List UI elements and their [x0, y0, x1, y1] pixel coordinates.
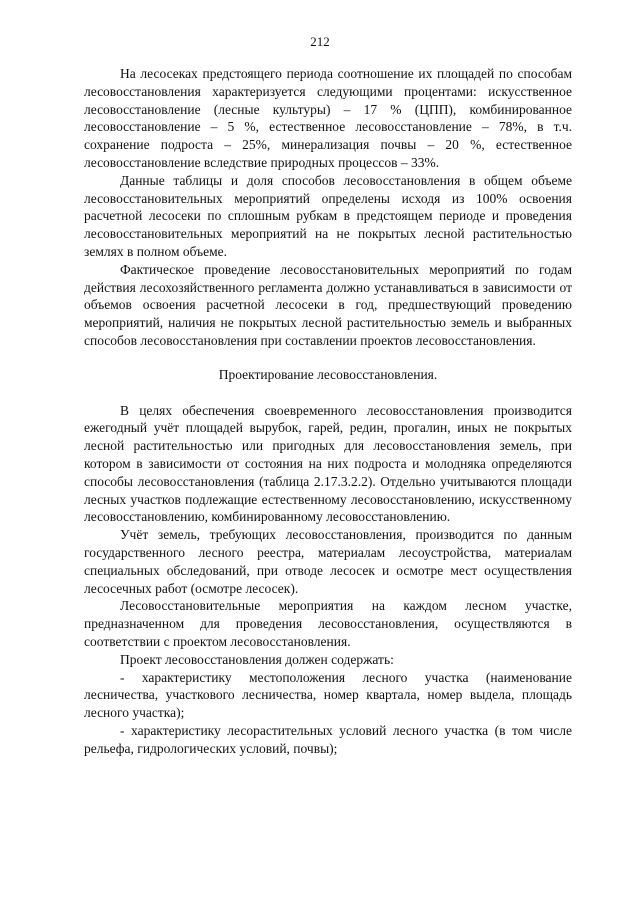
section-heading: Проектирование лесовосстановления.: [218, 366, 438, 382]
paragraph: На лесосеках предстоящего периода соотношение их площадей по способам лесовосстановления характеризуется следующими процентами: искусственное лесовосстановление (лесные культуры) – 17 % (ЦПП), комбинированное лесовосстановление – 5 %, естественное лесовосстановление – 78%, в т.ч. сохранение подроста – 25%, минерализация почвы – 20 %, естественное лесовосстановление вследствие природных процессов – 33%.: [84, 66, 572, 170]
paragraph: Проект лесовосстановления должен содержать:: [120, 651, 394, 667]
paragraph: Лесовосстановительные мероприятия на каждом лесном участке, предназначенном для проведения лесовосстановления, осуществляются в соответствии с проектом лесовосстановления.: [84, 598, 572, 649]
paragraph: В целях обеспечения своевременного лесовосстановления производится ежегодный учёт площадей вырубок, гарей, редин, прогалин, иных не покрытых лесной растительностью или пригодных для лесовосстановления земель, при котором в зависимости от состояния на них подроста и молодняка определяются способы лесовосстановления (таблица 2.17.3.2.2). Отдельно учитываются площади лесных участков подлежащие естественному лесовосстановлению, искусственному лесовосстановлению, комбинированному лесовосстановлению.: [84, 402, 572, 525]
page-number: 212: [310, 34, 330, 49]
list-item: - характеристику местоположения лесного участка (наименование лесничества, участкового лесничества, номер квартала, номер выдела, площадь лесного участка);: [84, 669, 572, 721]
paragraph: Фактическое проведение лесовосстановительных мероприятий по годам действия лесохозяйственного регламента должно устанавливаться в зависимости от объемов освоения расчетной лесосеки в год, предшествующий проведению мероприятий, наличия не покрытых лесной растительностью земель и выбранных способов лесовосстановления при составлении проектов лесовосстановления.: [84, 261, 572, 348]
list-item: - характеристику лесорастительных условий лесного участка (в том числе рельефа, гидрологических условий, почвы);: [84, 722, 572, 756]
document-body: [84, 65, 572, 757]
paragraph: Учёт земель, требующих лесовосстановления, производится по данным государственного лесного реестра, материалам лесоустройства, материалам специальных обследований, при отводе лесосек и осмотре мест осуществления лесосечных работ (осмотре лесосек).: [84, 527, 572, 596]
paragraph: Данные таблицы и доля способов лесовосстановления в общем объеме лесовосстановительных мероприятий определены исходя из 100% освоения расчетной лесосеки по сплошным рубкам в предстоящем периоде и проведения лесовосстановительных мероприятий на не покрытых лесной растительностью землях в полном объеме.: [84, 172, 572, 259]
